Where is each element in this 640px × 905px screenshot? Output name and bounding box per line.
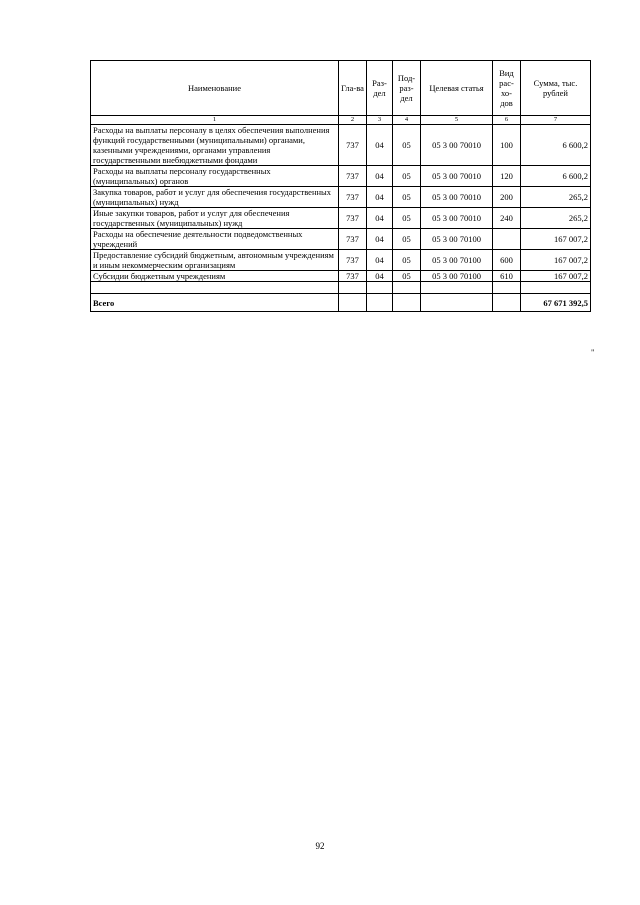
row-chapter: 737: [339, 187, 367, 208]
row-exptype: 200: [493, 187, 521, 208]
row-chapter: 737: [339, 125, 367, 166]
row-subsection: 05: [393, 271, 421, 282]
table-row: [91, 250, 591, 271]
table-row: [91, 166, 591, 187]
row-subsection: 05: [393, 125, 421, 166]
row-name: Иные закупки товаров, работ и услуг для обеспечения государственных (муниципальных) нужд: [91, 208, 339, 229]
blank-cell: [421, 282, 493, 294]
header-subsection: Под-раз-дел: [393, 61, 421, 116]
row-target: 05 3 00 70010: [421, 187, 493, 208]
row-amount: 265,2: [521, 208, 591, 229]
row-name: Расходы на выплаты персоналу в целях обеспечения выполнения функций государственными (муниципальными) органами, казенными учреждениями, органами управления государственными внебюджетными фондами: [91, 125, 339, 166]
blank-cell: [367, 282, 393, 294]
column-number: 5: [421, 116, 493, 125]
total-label: Всего: [91, 294, 339, 312]
blank-cell: [367, 294, 393, 312]
header-amount: Сумма, тыс. рублей: [521, 61, 591, 116]
blank-cell: [493, 282, 521, 294]
row-amount: 167 007,2: [521, 271, 591, 282]
page-number: 92: [315, 841, 325, 851]
row-subsection: 05: [393, 166, 421, 187]
column-number: 4: [393, 116, 421, 125]
blank-cell: [393, 294, 421, 312]
row-exptype: 120: [493, 166, 521, 187]
table-row: [91, 229, 591, 250]
row-exptype: 240: [493, 208, 521, 229]
blank-cell: [91, 282, 339, 294]
row-target: 05 3 00 70010: [421, 125, 493, 166]
row-subsection: 05: [393, 229, 421, 250]
column-number-row: [91, 116, 591, 125]
row-chapter: 737: [339, 250, 367, 271]
row-amount: 265,2: [521, 187, 591, 208]
blank-cell: [421, 294, 493, 312]
row-target: 05 3 00 70010: [421, 208, 493, 229]
column-number: 3: [367, 116, 393, 125]
header-target: Целевая статья: [421, 61, 493, 116]
row-chapter: 737: [339, 229, 367, 250]
row-exptype: [493, 229, 521, 250]
row-amount: 167 007,2: [521, 229, 591, 250]
row-subsection: 05: [393, 208, 421, 229]
header-section: Раз-дел: [367, 61, 393, 116]
row-chapter: 737: [339, 166, 367, 187]
header-exptype: Вид рас-хо-дов: [493, 61, 521, 116]
blank-cell: [521, 282, 591, 294]
row-name: Закупка товаров, работ и услуг для обеспечения государственных (муниципальных) нужд: [91, 187, 339, 208]
blank-cell: [393, 282, 421, 294]
table-row: [91, 208, 591, 229]
blank-row: [91, 282, 591, 294]
table-row: [91, 187, 591, 208]
column-number: 1: [91, 116, 339, 125]
column-number: 6: [493, 116, 521, 125]
row-target: 05 3 00 70100: [421, 271, 493, 282]
row-name: Предоставление субсидий бюджетным, автономным учреждениям и иным некоммерческим организациям: [91, 250, 339, 271]
closing-quote: ": [591, 347, 595, 357]
table-row: [91, 271, 591, 282]
row-subsection: 05: [393, 187, 421, 208]
row-target: 05 3 00 70100: [421, 250, 493, 271]
row-section: 04: [367, 125, 393, 166]
row-exptype: 610: [493, 271, 521, 282]
row-section: 04: [367, 229, 393, 250]
column-number: 7: [521, 116, 591, 125]
row-section: 04: [367, 166, 393, 187]
blank-cell: [339, 294, 367, 312]
row-section: 04: [367, 250, 393, 271]
blank-cell: [493, 294, 521, 312]
row-exptype: 600: [493, 250, 521, 271]
total-amount: 67 671 392,5: [521, 294, 591, 312]
row-subsection: 05: [393, 250, 421, 271]
row-name: Расходы на выплаты персоналу государственных (муниципальных) органов: [91, 166, 339, 187]
row-amount: 6 600,2: [521, 166, 591, 187]
table-row: [91, 125, 591, 166]
row-amount: 6 600,2: [521, 125, 591, 166]
row-amount: 167 007,2: [521, 250, 591, 271]
row-target: 05 3 00 70010: [421, 166, 493, 187]
row-name: Расходы на обеспечение деятельности подведомственных учреждений: [91, 229, 339, 250]
column-number: 2: [339, 116, 367, 125]
total-row: [91, 294, 591, 312]
header-chapter: Гла-ва: [339, 61, 367, 116]
blank-cell: [339, 282, 367, 294]
header-row: [91, 61, 591, 116]
row-section: 04: [367, 208, 393, 229]
row-chapter: 737: [339, 271, 367, 282]
row-section: 04: [367, 271, 393, 282]
row-target: 05 3 00 70100: [421, 229, 493, 250]
row-name: Субсидии бюджетным учреждениям: [91, 271, 339, 282]
budget-table: [90, 60, 591, 312]
row-exptype: 100: [493, 125, 521, 166]
header-name: Наименование: [91, 61, 339, 116]
row-chapter: 737: [339, 208, 367, 229]
row-section: 04: [367, 187, 393, 208]
